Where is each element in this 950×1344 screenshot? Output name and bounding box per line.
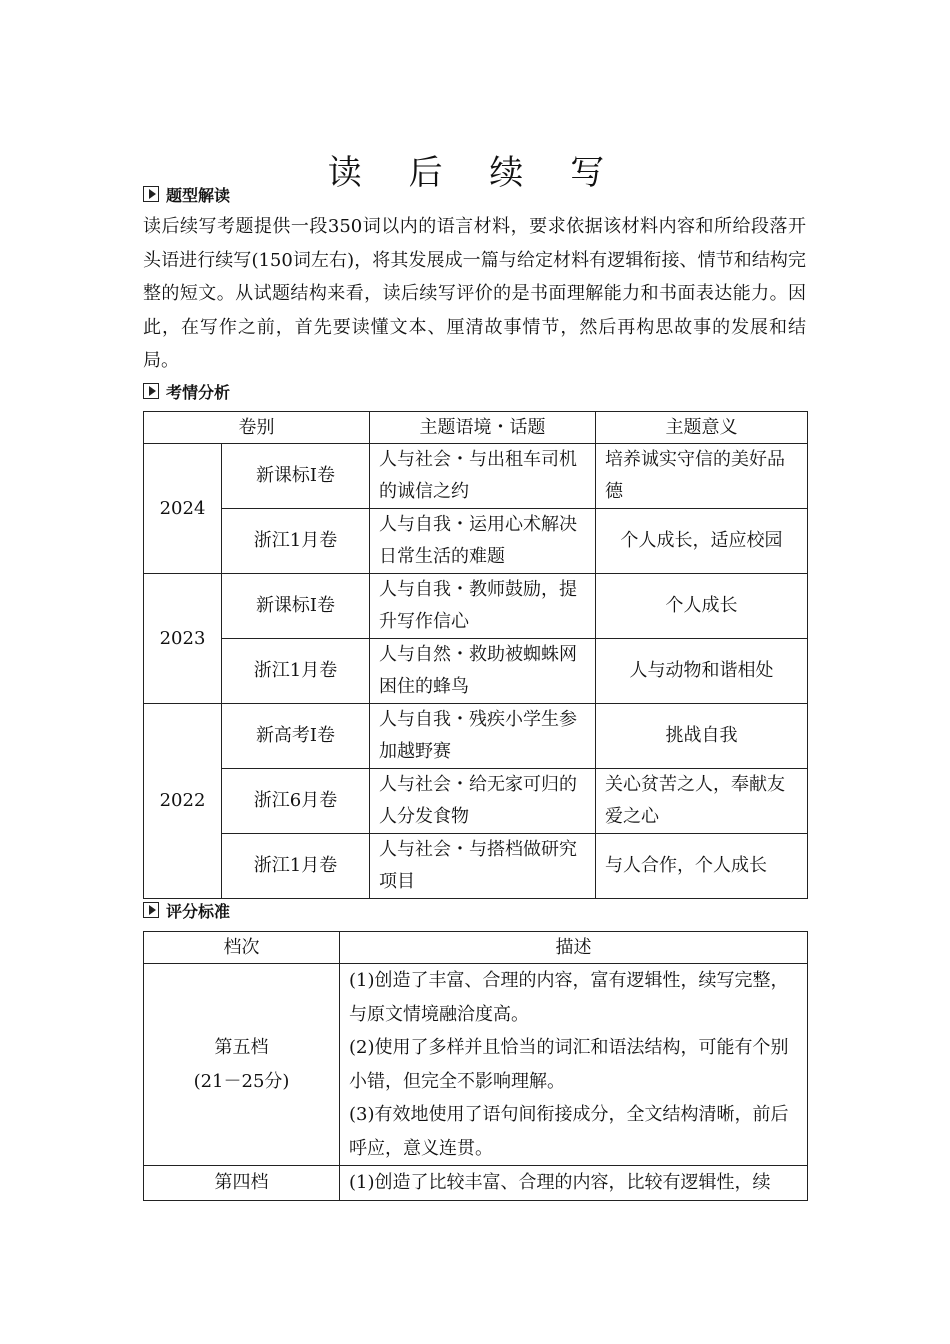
section-heading-label: 评分标准 <box>166 901 231 921</box>
table-row <box>144 444 808 509</box>
level-name: 第五档 <box>214 1037 269 1058</box>
paper-cell: 浙江1月卷 <box>222 509 370 574</box>
meaning-cell: 与人合作，个人成长 <box>596 834 808 899</box>
play-triangle-icon <box>143 186 159 202</box>
year-cell: 2022 <box>144 704 222 899</box>
meaning-cell: 挑战自我 <box>596 704 808 769</box>
play-triangle-icon <box>143 902 159 918</box>
meaning-cell: 培养诚实守信的美好品德 <box>596 444 808 509</box>
table-row <box>144 1166 808 1201</box>
paper-cell: 新课标Ⅰ卷 <box>222 574 370 639</box>
section-heading-scoring <box>143 898 230 922</box>
paper-cell: 浙江1月卷 <box>222 834 370 899</box>
header-paper: 卷别 <box>144 412 370 444</box>
meaning-cell: 人与动物和谐相处 <box>596 639 808 704</box>
paper-cell: 新课标Ⅰ卷 <box>222 444 370 509</box>
topic-cell: 人与社会・与搭档做研究项目 <box>370 834 596 899</box>
description-item: (1)创造了比较丰富、合理的内容，比较有逻辑性，续 <box>340 1166 808 1201</box>
level-cell <box>144 964 340 1166</box>
topic-cell: 人与社会・与出租车司机的诚信之约 <box>370 444 596 509</box>
paper-cell: 新高考Ⅰ卷 <box>222 704 370 769</box>
table-row <box>144 964 808 1166</box>
section-heading-intro <box>143 182 230 206</box>
section-heading-analysis <box>143 379 230 403</box>
paper-cell: 浙江1月卷 <box>222 639 370 704</box>
table-row <box>144 834 808 899</box>
section-heading-label: 考情分析 <box>166 382 231 402</box>
table-header-row <box>144 412 808 444</box>
topic-cell: 人与自我・运用心术解决日常生活的难题 <box>370 509 596 574</box>
header-level: 档次 <box>144 932 340 964</box>
meaning-cell: 个人成长，适应校园 <box>596 509 808 574</box>
topic-cell: 人与自然・救助被蜘蛛网困住的蜂鸟 <box>370 639 596 704</box>
header-meaning: 主题意义 <box>596 412 808 444</box>
analysis-table <box>143 411 808 899</box>
table-row <box>144 704 808 769</box>
description-item: (3)有效地使用了语句间衔接成分，全文结构清晰，前后呼应，意义连贯。 <box>349 1104 789 1159</box>
paper-cell: 浙江6月卷 <box>222 769 370 834</box>
description-item: (2)使用了多样并且恰当的词汇和语法结构，可能有个别小错，但完全不影响理解。 <box>349 1037 789 1092</box>
intro-paragraph: 读后续写考题提供一段350词以内的语言材料，要求依据该材料内容和所给段落开头语进行续写(150词左右)，将其发展成一篇与给定材料有逻辑衔接、情节和结构完整的短文。从试题结构来看，读后续写评价的是书面理解能力和书面表达能力。因此，在写作之前，首先要读懂文本、厘清故事情节，然后再构思故事的发展和结局。 <box>143 216 806 371</box>
topic-cell: 人与自我・残疾小学生参加越野赛 <box>370 704 596 769</box>
level-range: (21－25分) <box>193 1070 290 1092</box>
header-topic: 主题语境・话题 <box>370 412 596 444</box>
year-cell: 2024 <box>144 444 222 574</box>
scoring-table <box>143 931 808 1201</box>
description-item: (1)创造了丰富、合理的内容，富有逻辑性，续写完整，与原文情境融洽度高。 <box>349 970 789 1025</box>
year-cell: 2023 <box>144 574 222 704</box>
level-cell: 第四档 <box>144 1166 340 1201</box>
meaning-cell: 关心贫苦之人，奉献友爱之心 <box>596 769 808 834</box>
meaning-cell: 个人成长 <box>596 574 808 639</box>
section-heading-label: 题型解读 <box>166 185 231 205</box>
table-row <box>144 639 808 704</box>
table-row <box>144 509 808 574</box>
page-title: 读 后 续 写 <box>327 152 623 193</box>
play-triangle-icon <box>143 383 159 399</box>
table-header-row <box>144 932 808 964</box>
description-cell <box>340 964 808 1166</box>
table-row <box>144 574 808 639</box>
topic-cell: 人与自我・教师鼓励，提升写作信心 <box>370 574 596 639</box>
topic-cell: 人与社会・给无家可归的人分发食物 <box>370 769 596 834</box>
table-row <box>144 769 808 834</box>
header-description: 描述 <box>340 932 808 964</box>
